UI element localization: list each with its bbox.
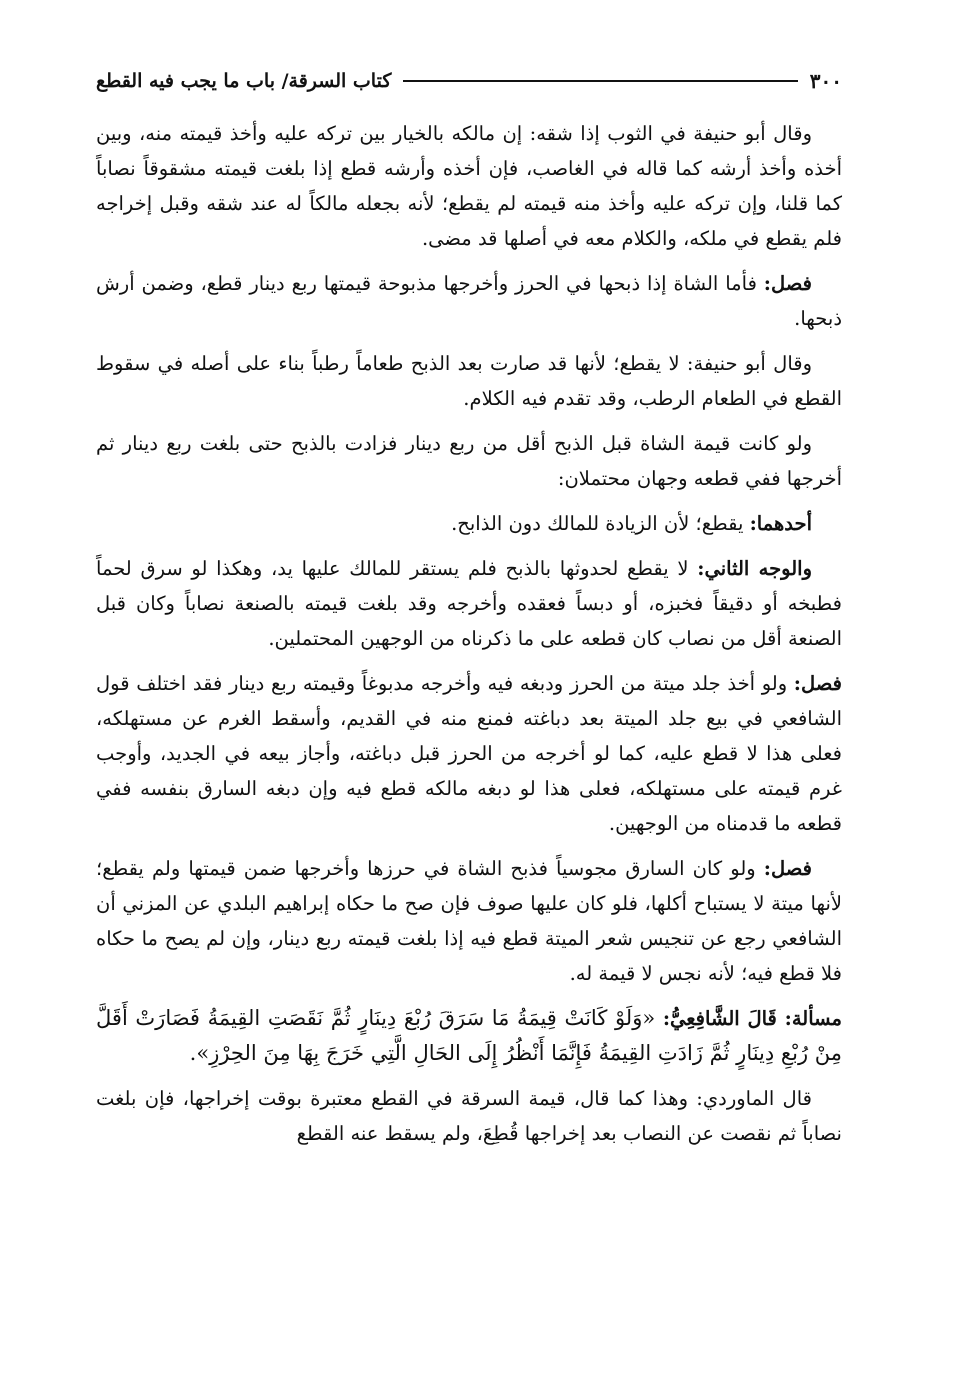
paragraph xyxy=(96,1081,842,1151)
section-label: أحدهما: xyxy=(749,512,812,535)
header-rule xyxy=(403,80,797,82)
paragraph xyxy=(96,666,842,841)
paragraph-text: يقطع؛ لأن الزيادة للمالك دون الذابح. xyxy=(451,512,750,535)
page-header xyxy=(96,64,842,98)
paragraph xyxy=(96,266,842,336)
paragraph-text: لا يقطع لحدوثها بالذبح فلم يستقر للمالك عليها يد، وهكذا لو سرق لحماً فطبخه أو دقيقاً فخبزه، أو دبساً فعقده وأخرجه وقد بلغت قيمته بالصنعة نصاباً وكان قبل الصنعة أقل من نصاب كان قطعه على ما ذكرناه من الوجهين المحتملين. xyxy=(96,557,842,650)
page-number: ٣٠٠ xyxy=(809,69,842,93)
section-label: فصل: xyxy=(763,857,812,880)
paragraph-text: وقال أبو حنيفة: لا يقطع؛ لأنها قد صارت بعد الذبح طعاماً رطباً بناء على أصله في سقوط القطع في الطعام الرطب، وقد تقدم فيه الكلام. xyxy=(96,352,842,410)
paragraph-text: ولو أخذ جلد ميتة من الحرز ودبغه فيه وأخرجه مدبوغاً وقيمته ربع دينار فقد اختلف قول الشافعي في بيع جلد الميتة بعد دباغته فمنع منه في القديم، وأسقط الغرم عن مستهلكه، فعلى هذا لا قطع عليه، كما لو أخرجه من الحرز قبل دباغته، وأجاز بيعه في الجديد، وأوجب غرم قيمته على مستهلكه، فعلى هذا لو دبغه مالكه قطع فيه وإن دبغه السارق بنفسه ففي قطعه ما قدمناه من الوجهين. xyxy=(96,672,842,835)
paragraph-text: ولو كان السارق مجوسياً فذبح الشاة في حرزها وأخرجها ضمن قيمتها ولم يقطع؛ لأنها ميتة لا يستباح أكلها، فلو كان عليها صوف فإن صح ما حكاه إبراهيم البلدي عن المزني أن الشافعي رجع عن تنجيس شعر الميتة قطع فيه إذا بلغت قيمته ربع دينار، وإن لم يصح ما حكاه فلا قطع فيه؛ لأنه نجس لا قيمة له. xyxy=(96,857,842,985)
running-title: كتاب السرقة/ باب ما يجب فيه القطع xyxy=(96,70,392,92)
section-label: فصل: xyxy=(793,672,842,695)
paragraph-text: ولو كانت قيمة الشاة قبل الذبح أقل من ربع دينار فزادت بالذبح حتى بلغت ربع دينار ثم أخرجها ففي قطعه وجهان محتملان: xyxy=(96,432,842,490)
paragraph xyxy=(96,346,842,416)
paragraph xyxy=(96,426,842,496)
paragraph xyxy=(96,116,842,256)
page-body xyxy=(96,116,842,1161)
paragraph-text: وقال أبو حنيفة في الثوب إذا شقه: إن مالكه بالخيار بين تركه عليه وأخذ قيمته منه، وبين أخذه وأخذ أرشه كما قاله في الغاصب، فإن أخذه وأرشه قطع إذا بلغت قيمته مشقوقاً نصاباً كما قلنا، وإن تركه عليه وأخذ منه قيمته لم يقطع؛ لأنه بجعله مالكاً له عند شقه وقبل إخراجه فلم يقطع في ملكه، والكلام معه في أصلها قد مضى. xyxy=(96,122,842,250)
section-label: مسألة: قَالَ الشَّافِعِيُّ: xyxy=(662,1007,842,1030)
paragraph xyxy=(96,551,842,656)
quoted-text: «وَلَوْ كَانَتْ قِيمَةُ مَا سَرَقَ رُبْعَ دِينَارٍ ثُمَّ نَقَصَتِ القِيمَةُ فَصَارَتْ أَقَلَّ مِنْ رُبْعِ دِينَارٍ ثُمَّ زَادَتِ القِيمَةُ فَإِنَّمَا أَنْظُرُ إِلَى الحَالِ الَّتِي خَرَجَ بِهَا مِنَ الحِرْزِ». xyxy=(96,1006,842,1065)
paragraph-text: قال الماوردي: وهذا كما قال، قيمة السرقة في القطع معتبرة بوقت إخراجها، فإن بلغت نصاباً ثم نقصت عن النصاب بعد إخراجها قُطِعَ، ولم يسقط عنه القطع xyxy=(96,1087,842,1145)
paragraph-text: فأما الشاة إذا ذبحها في الحرز وأخرجها مذبوحة قيمتها ربع دينار قطع، وضمن أرش ذبحها. xyxy=(96,272,842,330)
section-label: والوجه الثاني: xyxy=(697,557,812,580)
paragraph xyxy=(96,851,842,991)
paragraph xyxy=(96,506,842,541)
section-label: فصل: xyxy=(763,272,812,295)
paragraph xyxy=(96,1001,842,1071)
